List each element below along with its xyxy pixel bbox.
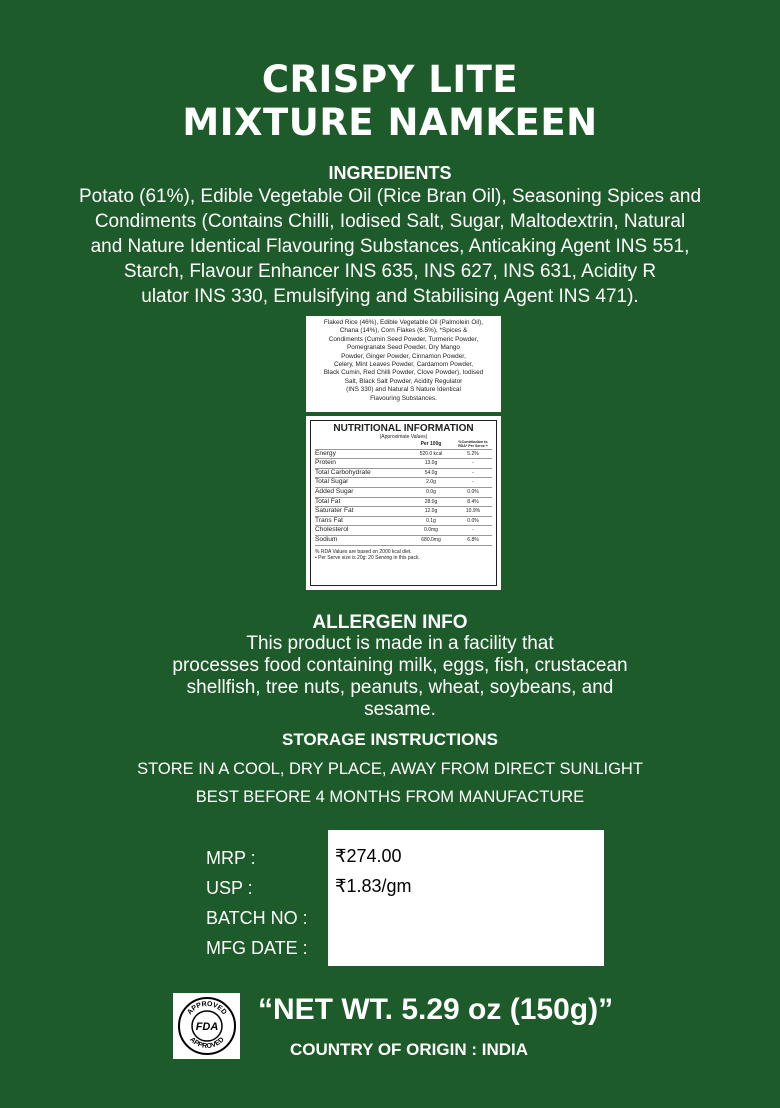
net-weight: “NET WT. 5.29 oz (150g)” — [258, 993, 614, 1026]
nutrient-name: Sodium — [315, 535, 338, 543]
nutrient-name: Added Sugar — [315, 487, 354, 495]
label-line: Salt, Black Salt Powder, Acidity Regulator — [344, 377, 463, 385]
svg-text:APPROVED — [188, 1036, 225, 1050]
nutrient-per100: 13.0g — [424, 460, 438, 467]
ingredients-line: and Nature Identical Flavouring Substances, Anticaking Agent INS 551, — [90, 236, 690, 257]
country-of-origin: COUNTRY OF ORIGIN : INDIA — [290, 1040, 528, 1059]
nutrient-rda: - — [472, 479, 474, 486]
ingredients-heading: INGREDIENTS — [328, 163, 452, 183]
fda-badge-top-text: APPROVED — [185, 1000, 228, 1017]
mrp-label: MRP : — [206, 848, 256, 868]
nutrient-per100: 2.0g — [426, 479, 436, 486]
nutrient-rda: - — [472, 469, 474, 476]
label-line: Chana (14%), Corn Flakes (6.5%), *Spices & — [339, 327, 468, 335]
fda-approved-badge — [173, 993, 240, 1059]
product-title-line1: CRISPY LITE — [261, 58, 519, 101]
storage-heading: STORAGE INSTRUCTIONS — [282, 730, 498, 749]
nutrient-name: Total Sugar — [315, 478, 349, 486]
nutrient-name: Total Carbohydrate — [315, 468, 371, 476]
nutrition-subtitle: (Approximate Values) — [379, 434, 428, 440]
nutrient-rda: 10.9% — [465, 508, 481, 515]
allergen-line: shellfish, tree nuts, peanuts, wheat, soybeans, and — [186, 677, 614, 698]
nutrition-note: • Per Serve size is 20g: 20 Serving in this pack. — [315, 554, 420, 561]
nutrient-per100: 520.0 kcal — [419, 450, 443, 457]
best-before: BEST BEFORE 4 MONTHS FROM MANUFACTURE — [195, 788, 585, 806]
nutrient-per100: 54.0g — [424, 469, 438, 476]
ingredient-label-image — [306, 316, 501, 412]
nutrient-rda: 5.2% — [467, 450, 479, 457]
nutrient-per100: 0.1g — [426, 517, 436, 524]
nutrient-name: Saturater Fat — [315, 507, 354, 515]
nutrient-per100: 12.0g — [424, 508, 438, 515]
ingredients-line: Condiments (Contains Chilli, Iodised Salt, Sugar, Maltodextrin, Natural — [94, 211, 686, 232]
allergen-line: This product is made in a facility that — [246, 633, 554, 654]
label-line: Powder, Ginger Powder, Cinnamon Powder, — [341, 352, 466, 360]
nutrient-rda: 0.0% — [467, 488, 479, 495]
batch-label: BATCH NO : — [206, 908, 308, 928]
nutrient-name: Trans Fat — [315, 516, 343, 524]
nutrition-row — [315, 507, 492, 517]
nutrition-row — [315, 536, 492, 546]
nutrient-rda: 6.8% — [467, 536, 479, 543]
allergen-text — [100, 633, 700, 721]
allergen-line: sesame. — [364, 699, 436, 720]
fda-badge-center-text: FDA — [195, 1021, 218, 1033]
label-line: Pomegranate Seed Powder, Dry Mango — [347, 344, 460, 352]
nutrient-name: Total Fat — [315, 497, 341, 505]
mfg-date-label: MFG DATE : — [206, 938, 308, 958]
product-title — [0, 58, 780, 144]
nutrition-header-row — [315, 440, 492, 450]
product-title-line2: MIXTURE NAMKEEN — [182, 101, 598, 144]
label-line: Black Cumin, Red Chilli Powder, Clove Powder), Iodised — [323, 369, 484, 377]
nutrition-notes — [315, 549, 492, 562]
allergen-heading: ALLERGEN INFO — [312, 612, 468, 633]
nutrition-note: % RDA Values are based on 2000 kcal diet. — [315, 548, 412, 555]
nutrient-rda: - — [472, 460, 474, 467]
label-line: Celery, Mint Leaves Powder, Cardamom Powder, — [333, 361, 474, 369]
mrp-value: ₹274.00 — [335, 846, 402, 866]
nutrition-row — [315, 488, 492, 498]
label-line: Flavouring Substances. — [370, 394, 437, 402]
ingredients-line: ulator INS 330, Emulsifying and Stabilising Agent INS 471). — [141, 286, 639, 307]
nutrient-rda: - — [472, 527, 474, 534]
label-line: (INS 330) and Natural S Nature Identical — [346, 386, 461, 394]
storage-instruction: STORE IN A COOL, DRY PLACE, AWAY FROM DIRECT SUNLIGHT — [137, 760, 643, 778]
label-line: Flaked Rice (46%), Edible Vegetable Oil (Palmolein Oil), — [323, 319, 484, 326]
nutrient-name: Cholesterol — [315, 526, 349, 534]
ingredients-line: Starch, Flavour Enhancer INS 635, INS 627, INS 631, Acidity R — [123, 261, 657, 282]
nutrition-col-rda: %Contribution to RDA* Per Serve + — [458, 440, 488, 449]
nutrition-row — [315, 526, 492, 536]
nutrient-per100: 680.0mg — [421, 536, 441, 543]
allergen-line: processes food containing milk, eggs, fish, crustacean — [172, 655, 628, 676]
price-labels — [206, 846, 308, 966]
nutrition-panel — [306, 416, 501, 590]
fda-seal-icon — [177, 996, 237, 1056]
ingredients-text — [28, 184, 752, 309]
nutrient-rda: 8.4% — [467, 498, 479, 505]
usp-value: ₹1.83/gm — [335, 876, 412, 896]
nutrition-row — [315, 469, 492, 479]
ingredients-line: Potato (61%), Edible Vegetable Oil (Rice Bran Oil), Seasoning Spices and — [78, 186, 702, 207]
nutrient-per100: 0.0g — [426, 488, 436, 495]
fda-badge-bottom-text: APPROVED — [187, 1036, 226, 1051]
label-line: Condiments (Cumin Seed Powder, Turmeric Powder, — [328, 335, 479, 343]
nutrient-rda: 0.0% — [467, 517, 479, 524]
nutrition-title: NUTRITIONAL INFORMATION — [333, 423, 474, 434]
nutrition-row — [315, 517, 492, 527]
price-sticker — [328, 830, 604, 966]
nutrition-row — [315, 450, 492, 460]
nutrient-per100: 28.0g — [424, 498, 438, 505]
nutrition-col-per100: Per 100g — [420, 441, 442, 447]
nutrition-row — [315, 459, 492, 469]
nutrition-rows — [315, 450, 492, 546]
nutrition-row — [315, 498, 492, 508]
nutrient-name: Energy — [315, 449, 336, 457]
nutrient-per100: 0.0mg — [424, 527, 438, 534]
usp-label: USP : — [206, 878, 253, 898]
nutrition-row — [315, 478, 492, 488]
nutrient-name: Protein — [315, 459, 336, 467]
